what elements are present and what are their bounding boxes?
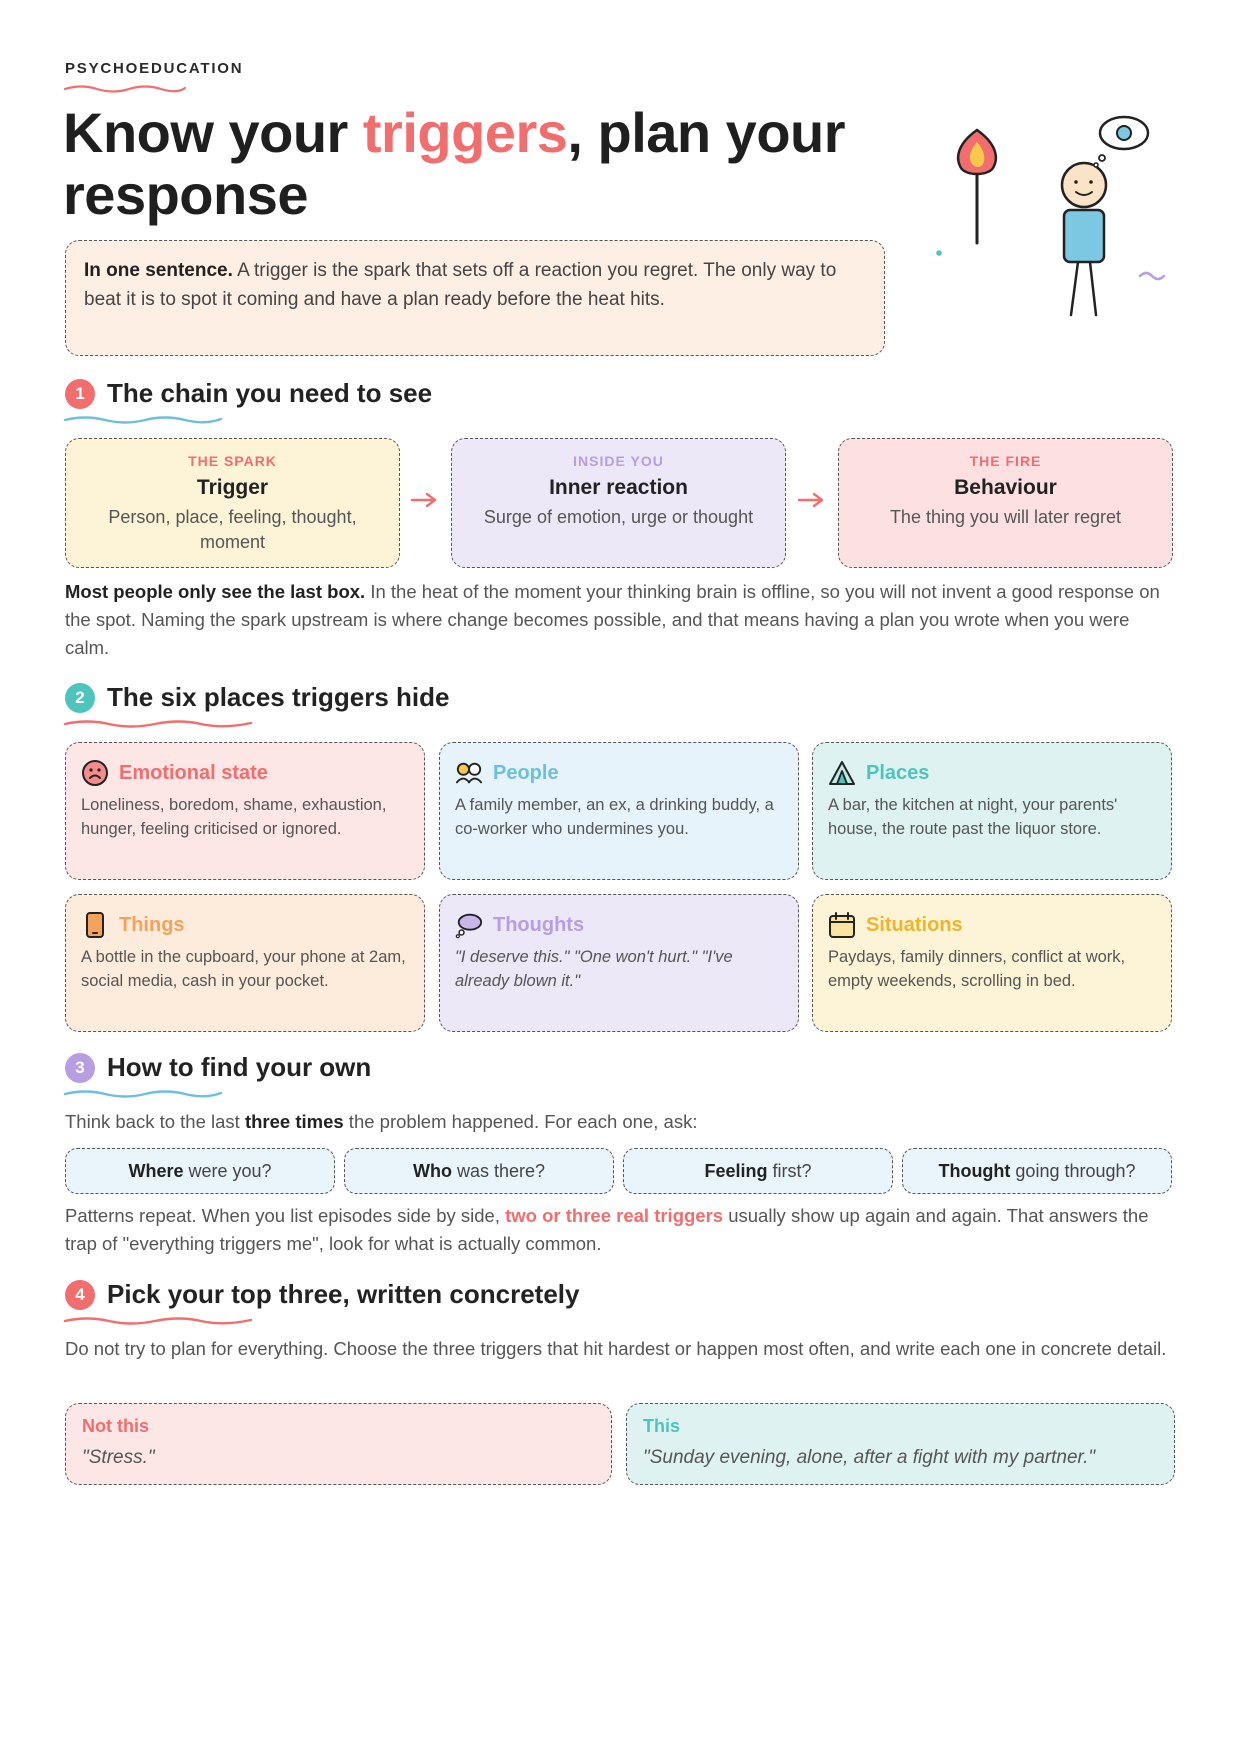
summary-box <box>65 240 885 356</box>
chain-name: Inner reaction <box>549 476 688 499</box>
section-2-title: The six places triggers hide <box>107 682 450 712</box>
section-2-squiggle <box>63 718 253 730</box>
question-rest: were you? <box>188 1160 272 1181</box>
place-tent-icon <box>828 759 856 787</box>
section-3-intro-post: the problem happened. For each one, ask: <box>343 1111 698 1132</box>
example-text: "Sunday evening, alone, after a fight with my partner." <box>643 1447 1096 1468</box>
title-part-2: , plan your response <box>63 101 846 226</box>
wave-decoration <box>1140 273 1164 279</box>
example-label: This <box>643 1416 681 1436</box>
chain-box-behaviour <box>838 438 1173 568</box>
page-title <box>63 102 883 226</box>
card-title: Things <box>119 913 185 936</box>
section-3-intro-pre: Think back to the last <box>65 1111 245 1132</box>
summary-lead: In one sentence. <box>84 260 233 281</box>
chain-desc: Surge of emotion, urge or thought <box>483 507 754 527</box>
question-rest: was there? <box>456 1160 546 1181</box>
example-this <box>626 1403 1175 1485</box>
thought-eye-icon <box>1094 117 1148 167</box>
card-desc: A bottle in the cupboard, your phone at 2am, social media, cash in your pocket. <box>81 948 406 990</box>
people-icon <box>455 759 483 787</box>
chain-box-inner-reaction <box>451 438 786 568</box>
card-title: People <box>493 761 559 784</box>
person-icon <box>1062 163 1106 315</box>
section-3-number: 3 <box>65 1053 95 1083</box>
section-1-squiggle <box>63 414 223 426</box>
chain-name: Behaviour <box>954 476 1057 499</box>
example-text: "Stress." <box>82 1447 155 1468</box>
question-rest: first? <box>772 1160 812 1181</box>
arrow-right-icon <box>797 490 825 510</box>
chain-kicker: THE FIRE <box>969 453 1042 469</box>
trigger-card-people <box>439 742 799 880</box>
question-pill <box>344 1148 614 1194</box>
question-bold: Feeling <box>704 1160 768 1181</box>
example-not-this <box>65 1403 612 1485</box>
dot-decoration <box>936 250 942 256</box>
question-bold: Thought <box>938 1160 1011 1181</box>
question-pill <box>623 1148 893 1194</box>
card-title: Places <box>866 761 930 784</box>
section-4-intro: Do not try to plan for everything. Choose the three triggers that hit hardest or happen most often, and write each one in concrete detail. <box>65 1338 1167 1359</box>
card-desc: Loneliness, boredom, shame, exhaustion, hunger, feeling criticised or ignored. <box>81 796 387 838</box>
title-accent: triggers <box>362 101 568 164</box>
card-title: Thoughts <box>493 913 585 936</box>
section-3-squiggle <box>63 1088 223 1100</box>
section-2-number: 2 <box>65 683 95 713</box>
card-desc: Paydays, family dinners, conflict at work, empty weekends, scrolling in bed. <box>828 948 1126 990</box>
chain-desc: Person, place, feeling, thought, moment <box>108 507 357 552</box>
calendar-icon <box>828 911 856 939</box>
eyebrow-squiggle <box>63 82 188 94</box>
section-3-para-pre: Patterns repeat. When you list episodes side by side, <box>65 1205 506 1226</box>
section-1-heading <box>65 378 432 409</box>
chain-name: Trigger <box>196 476 269 499</box>
section-4-squiggle <box>63 1315 253 1327</box>
question-pill <box>902 1148 1172 1194</box>
card-title: Situations <box>866 913 963 936</box>
section-3-para-post: usually show up again and again. That answers the trap of "everything triggers me", look for what is actually common. <box>65 1205 1149 1254</box>
trigger-card-emotional-state <box>65 742 425 880</box>
chain-desc: The thing you will later regret <box>889 507 1122 527</box>
phone-icon <box>81 911 109 939</box>
card-title: Emotional state <box>119 761 268 784</box>
trigger-card-situations <box>812 894 1172 1032</box>
question-pill <box>65 1148 335 1194</box>
section-1-paragraph <box>65 578 1175 662</box>
thought-bubble-icon <box>455 911 483 939</box>
eyebrow-label: PSYCHOEDUCATION <box>65 60 244 77</box>
chain-kicker: INSIDE YOU <box>573 453 664 469</box>
chain-kicker: THE SPARK <box>188 453 277 469</box>
section-4-title: Pick your top three, written concretely <box>107 1279 580 1309</box>
section-4-number: 4 <box>65 1280 95 1310</box>
question-bold: Where <box>128 1160 184 1181</box>
example-label: Not this <box>82 1416 149 1436</box>
trigger-card-things <box>65 894 425 1032</box>
section-3-heading <box>65 1052 371 1083</box>
section-2-heading <box>65 682 449 713</box>
trigger-card-thoughts <box>439 894 799 1032</box>
section-3-title: How to find your own <box>107 1052 372 1082</box>
question-rest: going through? <box>1015 1160 1136 1181</box>
section-1-title: The chain you need to see <box>107 378 433 408</box>
arrow-right-icon <box>410 490 438 510</box>
section-1-para-lead: Most people only see the last box. <box>65 581 366 602</box>
title-part-1: Know your <box>63 101 363 164</box>
section-4-heading <box>65 1279 579 1310</box>
card-desc: A bar, the kitchen at night, your parents' house, the route past the liquor store. <box>828 796 1118 838</box>
section-1-number: 1 <box>65 379 95 409</box>
card-desc: "I deserve this." "One won't hurt." "I've already blown it." <box>455 948 733 990</box>
card-desc: A family member, an ex, a drinking buddy, a co-worker who undermines you. <box>455 796 774 838</box>
hero-illustration <box>930 110 1180 330</box>
summary-text: A trigger is the spark that sets off a reaction you regret. The only way to beat it is to spot it coming and have a plan ready before the heat hits. <box>84 260 837 310</box>
section-3-paragraph <box>65 1202 1175 1258</box>
trigger-card-places <box>812 742 1172 880</box>
sad-face-icon <box>81 759 109 787</box>
question-bold: Who <box>412 1160 452 1181</box>
section-3-para-highlight: two or three real triggers <box>505 1205 724 1226</box>
section-1-para-text: In the heat of the moment your thinking brain is offline, so you will not invent a good response on the spot. Naming the spark upstream is where change becomes possible, and that means having a plan you wrote when you were calm. <box>65 581 1160 658</box>
chain-box-trigger <box>65 438 400 568</box>
section-3-intro-bold: three times <box>244 1111 344 1132</box>
section-3-intro <box>65 1108 1175 1136</box>
matchstick-flame-icon <box>958 130 996 243</box>
